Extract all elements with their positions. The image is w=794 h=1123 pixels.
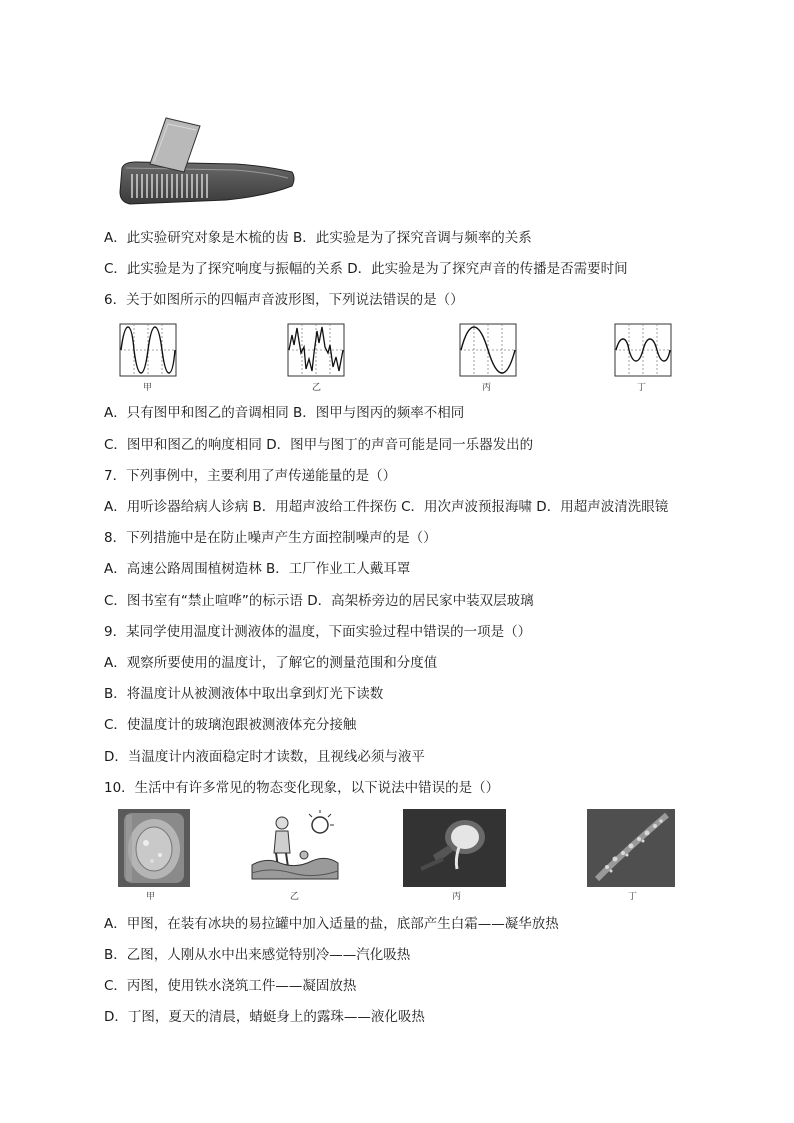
- q10-option-d: D．丁图，夏天的清晨，蜻蜓身上的露珠——液化吸热: [104, 1009, 425, 1025]
- q10-option-c: C．丙图，使用铁水浇筑工件——凝固放热: [104, 978, 357, 994]
- q8-option-cd: C．图书室有“禁止喧哗”的标示语 D．高架桥旁边的居民家中装双层玻璃: [104, 593, 534, 609]
- q5-option-cd: C．此实验是为了探究响度与振幅的关系 D．此实验是为了探究声音的传播是否需要时间: [104, 261, 628, 277]
- q9-option-c: C．使温度计的玻璃泡跟被测液体充分接触: [104, 717, 357, 733]
- q10-option-a: A．甲图，在装有冰块的易拉罐中加入适量的盐，底部产生白霜——凝华放热: [104, 916, 559, 932]
- photo-dragonfly-dew: [587, 809, 675, 887]
- q6-option-cd: C．图甲和图乙的响度相同 D．图甲与图丁的声音可能是同一乐器发出的: [104, 437, 534, 453]
- q9-stem: 9．某同学使用温度计测液体的温度，下面实验过程中错误的一项是（）: [104, 624, 532, 640]
- q9-option-d: D．当温度计内液面稳定时才读数，且视线必须与液平: [104, 749, 425, 765]
- q8-option-ab: A．高速公路周围植树造林 B．工厂作业工人戴耳罩: [104, 561, 411, 577]
- picture-person-cold: [246, 809, 342, 887]
- q10-caption-ding: 丁: [628, 892, 638, 902]
- q6-stem: 6．关于如图所示的四幅声音波形图，下列说法错误的是（）: [104, 292, 464, 308]
- waveform-bing: [459, 323, 517, 377]
- waveform-yi: [287, 323, 345, 377]
- q9-option-b: B．将温度计从被测液体中取出拿到灯光下读数: [104, 686, 384, 702]
- q10-caption-jia: 甲: [146, 892, 156, 902]
- waveform-ding: [614, 323, 672, 377]
- q8-stem: 8．下列措施中是在防止噪声产生方面控制噪声的是（）: [104, 530, 437, 546]
- q7-options: A．用听诊器给病人诊病 B．用超声波给工件探伤 C．用次声波预报海啸 D．用超声波清洗眼镜: [104, 499, 669, 515]
- q10-stem: 10．生活中有许多常见的物态变化现象，以下说法中错误的是（）: [104, 780, 500, 796]
- q6-caption-yi: 乙: [312, 383, 322, 393]
- photo-molten-iron: [403, 809, 506, 887]
- q6-caption-jia: 甲: [143, 383, 153, 393]
- q7-stem: 7．下列事例中，主要利用了声传递能量的是（）: [104, 468, 397, 484]
- q9-option-a: A．观察所要使用的温度计，了解它的测量范围和分度值: [104, 655, 438, 671]
- waveform-jia: [119, 323, 177, 377]
- q10-option-b: B．乙图，人刚从水中出来感觉特别冷——汽化吸热: [104, 947, 411, 963]
- q6-caption-bing: 丙: [482, 383, 492, 393]
- comb-card-figure: [116, 112, 298, 210]
- q6-option-ab: A．只有图甲和图乙的音调相同 B．图甲与图丙的频率不相同: [104, 405, 465, 421]
- q5-option-ab: A．此实验研究对象是木梳的齿 B．此实验是为了探究音调与频率的关系: [104, 230, 532, 246]
- q10-caption-bing: 丙: [452, 892, 462, 902]
- q6-caption-ding: 丁: [637, 383, 647, 393]
- q10-caption-yi: 乙: [290, 892, 300, 902]
- photo-can-frost: [118, 809, 190, 887]
